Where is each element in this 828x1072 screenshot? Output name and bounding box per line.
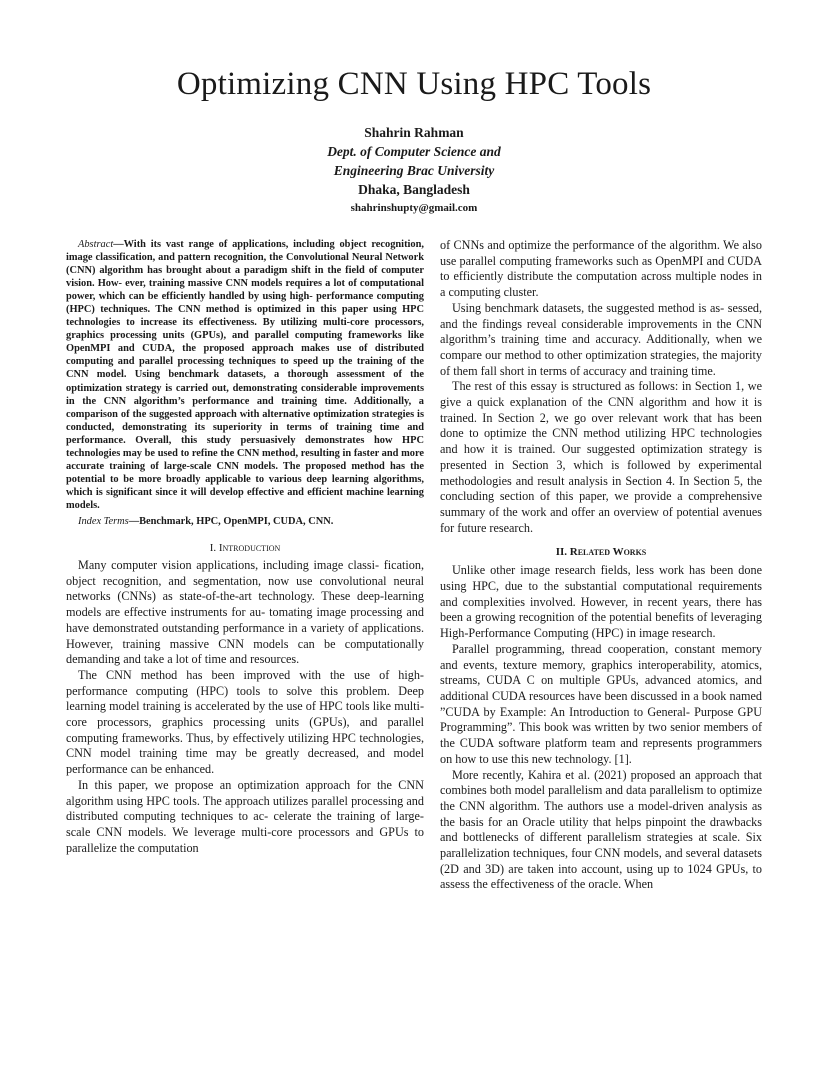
related-paragraph-2: Parallel programming, thread cooperation, constant memory and events, texture memory, graphics interoperability, atomics, streams, CUDA C on multiple GPUs, advanced atomics, and additional CUDA resources have been discussed in a book named ”CUDA by Example: An Introduction to General- Purpose GPU Programming”. This book was written by two senior members of the CUDA software platform team and represents programmers on how to use this new technology. [1]. <box>440 641 762 766</box>
abstract-label: Abstract <box>78 239 114 250</box>
abstract <box>66 238 424 512</box>
related-paragraph-1: Unlike other image research fields, less work has been done using HPC, due to the substantial computational requirements and complexities involved. However, in recent years, there has been a growing recognition of the potential benefits of leveraging High-Performance Computing (HPC) in image research. <box>440 563 762 641</box>
right-column <box>440 238 762 893</box>
intro-paragraph-3: In this paper, we propose an optimization approach for the CNN algorithm using HPC tools. The approach utilizes parallel processing and distributed computing techniques to ac- celerate the training of large-scale CNN models. We leverage multi-core processors and GPUs to parallelize the computation <box>66 777 424 855</box>
intro-paragraph-4: Using benchmark datasets, the suggested method is as- sessed, and the findings reveal considerable improvements in the CNN algorithm’s training time and accuracy. Additionally, when we compare our method to other optimization strategies, the majority of them fall short in terms of accuracy and training time. <box>440 300 762 378</box>
paper-title: Optimizing CNN Using HPC Tools <box>176 66 652 102</box>
intro-paragraph-1: Many computer vision applications, including image classi- fication, object recognition, and segmentation, now use convolutional neural networks (CNNs) as state-of-the-art technology. These deep-learning models are effective instruments for au- tomating image processing and have demonstrated outstanding performance in a variety of applications. However, training massive CNN models can be computationally demanding and take a lot of time and resources. <box>66 558 424 667</box>
author-dept-line2: Engineering Brac University <box>333 163 495 178</box>
index-terms <box>66 515 424 528</box>
index-terms-label: Index Terms <box>78 515 129 527</box>
related-paragraph-3: More recently, Kahira et al. (2021) proposed an approach that combines both model parallelism and data parallelism to optimize the CNN algorithm. The authors use a model-driven analysis as the basis for an Oracle utility that helps pinpoint the drawbacks and bottlenecks of different parallelism strategies at scale. Six parallelization techniques, four CNN models, and several datasets (2D and 3D) are taken into account, using up to 1024 GPUs, to assess the effectiveness of the oracle. When <box>440 767 762 892</box>
author-name: Shahrin Rahman <box>364 125 464 140</box>
author-email: shahrinshupty@gmail.com <box>350 202 478 214</box>
index-terms-text: —Benchmark, HPC, OpenMPI, CUDA, CNN. <box>128 515 334 527</box>
intro-paragraph-5: The rest of this essay is structured as follows: in Section 1, we give a quick explanation of the CNN algorithm and how it is trained. In Section 2, we go over relevant work that has been done to optimize the CNN method utilizing HPC technologies and how it is trained. Our suggested optimization strategy is presented in Section 3, which is followed by experimental methodologies and result analysis in Section 4. In Section 5, the concluding section of this paper, we provide a comprehensive summary of the work and offer an overview of potential avenues for future research. <box>440 379 762 535</box>
abstract-text: —With its vast range of applications, including object recognition, image classification, and pattern recognition, the Convolutional Neural Network (CNN) algorithm has brought about a paradigm shift in the field of computer vision. How- ever, training massive CNN models requires a lot of computational power, which can be efficiently handled by using high- performance computing (HPC) techniques. The CNN method is optimized in this paper using HPC technologies to increase its effectiveness. By utilizing multi-core processors, graphics processing units (GPUs), and parallel computing frameworks like OpenMPI and CUDA, the proposed approach makes use of distributed computing and parallel processing techniques to speed up the training of the CNN model. Using benchmark datasets, a thorough assessment of the optimization strategy is carried out, demonstrating considerable improvements in the CNN algorithm’s performance and training time. Additionally, a comparison of the suggested approach with alternative optimization strategies is conducted, demonstrating its superiority in terms of training time and performance. Overall, this study persuasively demonstrates how HPC technologies may be used to refine the CNN method, resulting in faster and more accurate training of large-scale CNN models. The proposed method has the potential to be more broadly applicable to various deep learning algorithms, which is significant since it will develop effective and efficient machine learning models. <box>66 239 424 511</box>
section-heading-introduction: I. Introduction <box>209 542 281 555</box>
author-block <box>0 123 828 218</box>
author-dept-line1: Dept. of Computer Science and <box>327 144 501 159</box>
section-heading-related-works: II. Related Works <box>555 546 647 559</box>
left-column <box>66 238 424 856</box>
intro-paragraph-3-continued: of CNNs and optimize the performance of the algorithm. We also use parallel computing frameworks such as OpenMPI and CUDA to efficiently distribute the computation across multiple nodes in a computing cluster. <box>440 238 762 300</box>
intro-paragraph-2: The CNN method has been improved with the use of high- performance computing (HPC) tools to solve this problem. Deep learning model training is accelerated by the use of HPC tools like multi-core processors, graphics processing units (GPUs), and parallel computing frameworks. Thus, by effectively utilizing HPC technologies, CNN model training time may be greatly decreased, and model performance can be enhanced. <box>66 667 424 777</box>
author-location: Dhaka, Bangladesh <box>358 182 470 197</box>
